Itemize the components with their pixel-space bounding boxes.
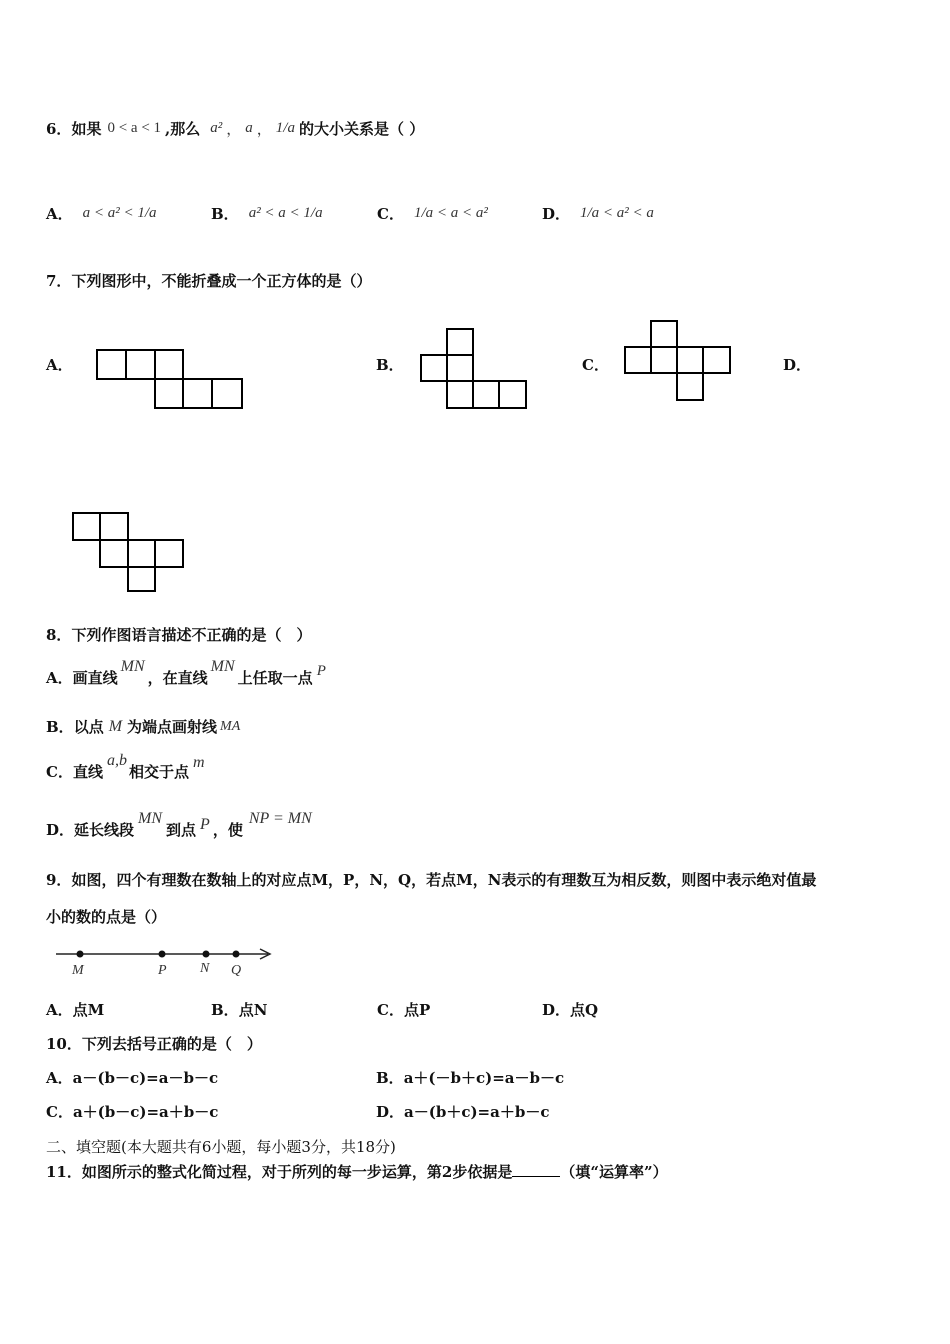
q9-option-c-text: 点P bbox=[403, 1001, 431, 1019]
q8-b-label: B． bbox=[46, 718, 74, 736]
q9-option-c[interactable] bbox=[377, 999, 430, 1020]
q9-number: 9． bbox=[46, 871, 72, 889]
q11-answer-blank[interactable] bbox=[512, 1176, 560, 1177]
q10-option-a-label: A． bbox=[46, 1069, 73, 1087]
q7-option-b-label[interactable]: B． bbox=[376, 356, 404, 374]
q6-item-1: a² bbox=[210, 119, 223, 136]
q6-item-2: a bbox=[245, 119, 253, 136]
q6-option-d[interactable] bbox=[542, 198, 654, 228]
q10-option-a-text: a－(b－c)=a－b－c bbox=[72, 1069, 219, 1087]
q6-option-a-expr: a < a² < 1/a bbox=[82, 204, 157, 221]
number-line bbox=[54, 943, 278, 981]
section-heading: 二、填空题(本大题共有6小题，每小题3分，共18分) bbox=[46, 1138, 396, 1156]
q10-number: 10． bbox=[46, 1035, 82, 1053]
point-n-label: N bbox=[200, 961, 210, 976]
q10-stem bbox=[46, 1033, 262, 1054]
q8-b-v1: M bbox=[108, 717, 123, 735]
q8-a-label: A． bbox=[46, 669, 73, 687]
q9-option-d-text: 点Q bbox=[570, 1001, 599, 1019]
q6-option-b-label: B． bbox=[211, 204, 239, 223]
q10-option-b-label: B． bbox=[376, 1069, 404, 1087]
q9-option-d-label: D． bbox=[542, 1001, 571, 1019]
q8-a-t1: 画直线 bbox=[72, 669, 118, 687]
q8-c-v1: a,b bbox=[106, 752, 127, 769]
point-n-dot bbox=[203, 951, 210, 958]
q7-text: 下列图形中，不能折叠成一个正方体的是（） bbox=[71, 272, 372, 290]
q8-option-b[interactable] bbox=[46, 716, 240, 737]
cube-net-figure-b bbox=[420, 328, 530, 412]
point-p-dot bbox=[159, 951, 166, 958]
q10-text: 下列去括号正确的是（ ） bbox=[81, 1035, 262, 1053]
q8-d-t1: 延长线段 bbox=[74, 821, 135, 839]
q8-c-v2: m bbox=[192, 754, 205, 771]
q10-option-c-text: a＋(b－c)=a＋b－c bbox=[72, 1103, 219, 1121]
point-m-label: M bbox=[72, 963, 84, 978]
q7-stem bbox=[46, 270, 371, 291]
q9-line2: 小的数的点是（） bbox=[46, 908, 167, 926]
q8-text: 下列作图语言描述不正确的是（ ） bbox=[71, 626, 312, 644]
q10-option-c-label: C． bbox=[46, 1103, 73, 1121]
q7-option-d-label[interactable]: D． bbox=[783, 356, 812, 374]
q10-option-d-label: D． bbox=[376, 1103, 405, 1121]
point-q-label: Q bbox=[231, 963, 242, 978]
q7-number: 7． bbox=[46, 272, 72, 290]
point-m-dot bbox=[77, 951, 84, 958]
q9-option-b[interactable] bbox=[211, 999, 267, 1020]
cube-net-figure-a bbox=[96, 349, 246, 411]
q9-option-b-text: 点N bbox=[238, 1001, 268, 1019]
q10-option-c[interactable] bbox=[46, 1101, 218, 1122]
q6-option-a[interactable] bbox=[46, 198, 157, 228]
q8-option-d[interactable] bbox=[46, 808, 312, 840]
q8-c-label: C． bbox=[46, 763, 73, 781]
q6-text-relation: 的大小关系是（ ） bbox=[298, 119, 425, 138]
q8-d-v1: MN bbox=[138, 810, 163, 827]
q10-option-d-text: a－(b＋c)=a＋b－c bbox=[404, 1103, 550, 1121]
q8-option-c[interactable] bbox=[46, 750, 205, 782]
q8-a-t3: 上任取一点 bbox=[237, 669, 313, 687]
q11-number: 11． bbox=[46, 1163, 82, 1181]
q10-option-b[interactable] bbox=[376, 1067, 564, 1088]
q10-option-d[interactable] bbox=[376, 1101, 549, 1122]
q9-option-c-label: C． bbox=[377, 1001, 404, 1019]
q6-number: 6． bbox=[46, 119, 72, 138]
q6-stem: 6． 如果 0 < a < 1 ,那么 a² ， a ， 1/a 的大小关系是（ ） bbox=[46, 119, 425, 138]
q8-number: 8． bbox=[46, 626, 72, 644]
q6-option-c-expr: 1/a < a < a² bbox=[413, 204, 488, 221]
q9-option-a-label: A． bbox=[46, 1001, 73, 1019]
q8-d-v2: P bbox=[200, 816, 210, 833]
q8-c-t2: 相交于点 bbox=[128, 763, 189, 781]
q7-option-a-label[interactable]: A． bbox=[46, 356, 73, 374]
q6-option-c[interactable] bbox=[377, 198, 488, 228]
q6-option-b-expr: a² < a < 1/a bbox=[248, 204, 323, 221]
q10-option-a[interactable] bbox=[46, 1067, 218, 1088]
q9-stem-line1 bbox=[46, 869, 816, 890]
q8-d-t2: 到点 bbox=[166, 821, 197, 839]
point-q-dot bbox=[233, 951, 240, 958]
q11-stem bbox=[46, 1161, 668, 1182]
q8-d-label: D． bbox=[46, 821, 75, 839]
q8-b-v2: MA bbox=[220, 718, 241, 734]
q6-option-a-label: A． bbox=[46, 204, 73, 223]
q6-option-c-label: C． bbox=[377, 204, 404, 223]
q6-text-if: 如果 bbox=[71, 119, 102, 138]
cube-net-figure-c bbox=[624, 320, 734, 404]
q6-option-d-label: D． bbox=[542, 204, 571, 223]
q8-b-t1: 以点 bbox=[73, 718, 104, 736]
q8-d-v3: NP = MN bbox=[248, 810, 312, 827]
q6-text-then: ,那么 bbox=[165, 119, 201, 138]
point-p-label: P bbox=[158, 963, 167, 978]
q8-a-t2: ，在直线 bbox=[147, 669, 208, 687]
q11-hint: （填“运算率”） bbox=[560, 1163, 668, 1181]
q8-a-v3: P bbox=[316, 663, 326, 679]
q6-option-b[interactable] bbox=[211, 198, 323, 228]
q8-a-v1: MN bbox=[120, 658, 145, 675]
q10-option-b-text: a＋(－b＋c)=a－b－c bbox=[403, 1069, 565, 1087]
q8-c-t1: 直线 bbox=[72, 763, 103, 781]
q7-option-c-label[interactable]: C． bbox=[582, 356, 609, 374]
q8-option-a[interactable] bbox=[46, 656, 326, 688]
q8-a-v2: MN bbox=[210, 658, 235, 675]
q11-text: 如图所示的整式化简过程，对于所列的每一步运算，第2步依据是 bbox=[81, 1163, 513, 1181]
cube-net-figure-d bbox=[72, 512, 187, 594]
q9-option-a-text: 点M bbox=[72, 1001, 105, 1019]
q8-b-t2: 为端点画射线 bbox=[127, 718, 218, 736]
q6-condition: 0 < a < 1 bbox=[107, 119, 162, 136]
q9-option-a[interactable] bbox=[46, 999, 104, 1020]
q8-stem bbox=[46, 624, 311, 645]
q6-item-3: 1/a bbox=[275, 119, 295, 136]
q9-option-d[interactable] bbox=[542, 999, 598, 1020]
q6-option-d-expr: 1/a < a² < a bbox=[580, 204, 654, 221]
q8-d-t3: ，使 bbox=[212, 821, 243, 839]
q9-line1: 如图，四个有理数在数轴上的对应点M，P，N，Q，若点M，N表示的有理数互为相反数，则图中表示绝对值最 bbox=[71, 871, 817, 889]
q9-option-b-label: B． bbox=[211, 1001, 239, 1019]
